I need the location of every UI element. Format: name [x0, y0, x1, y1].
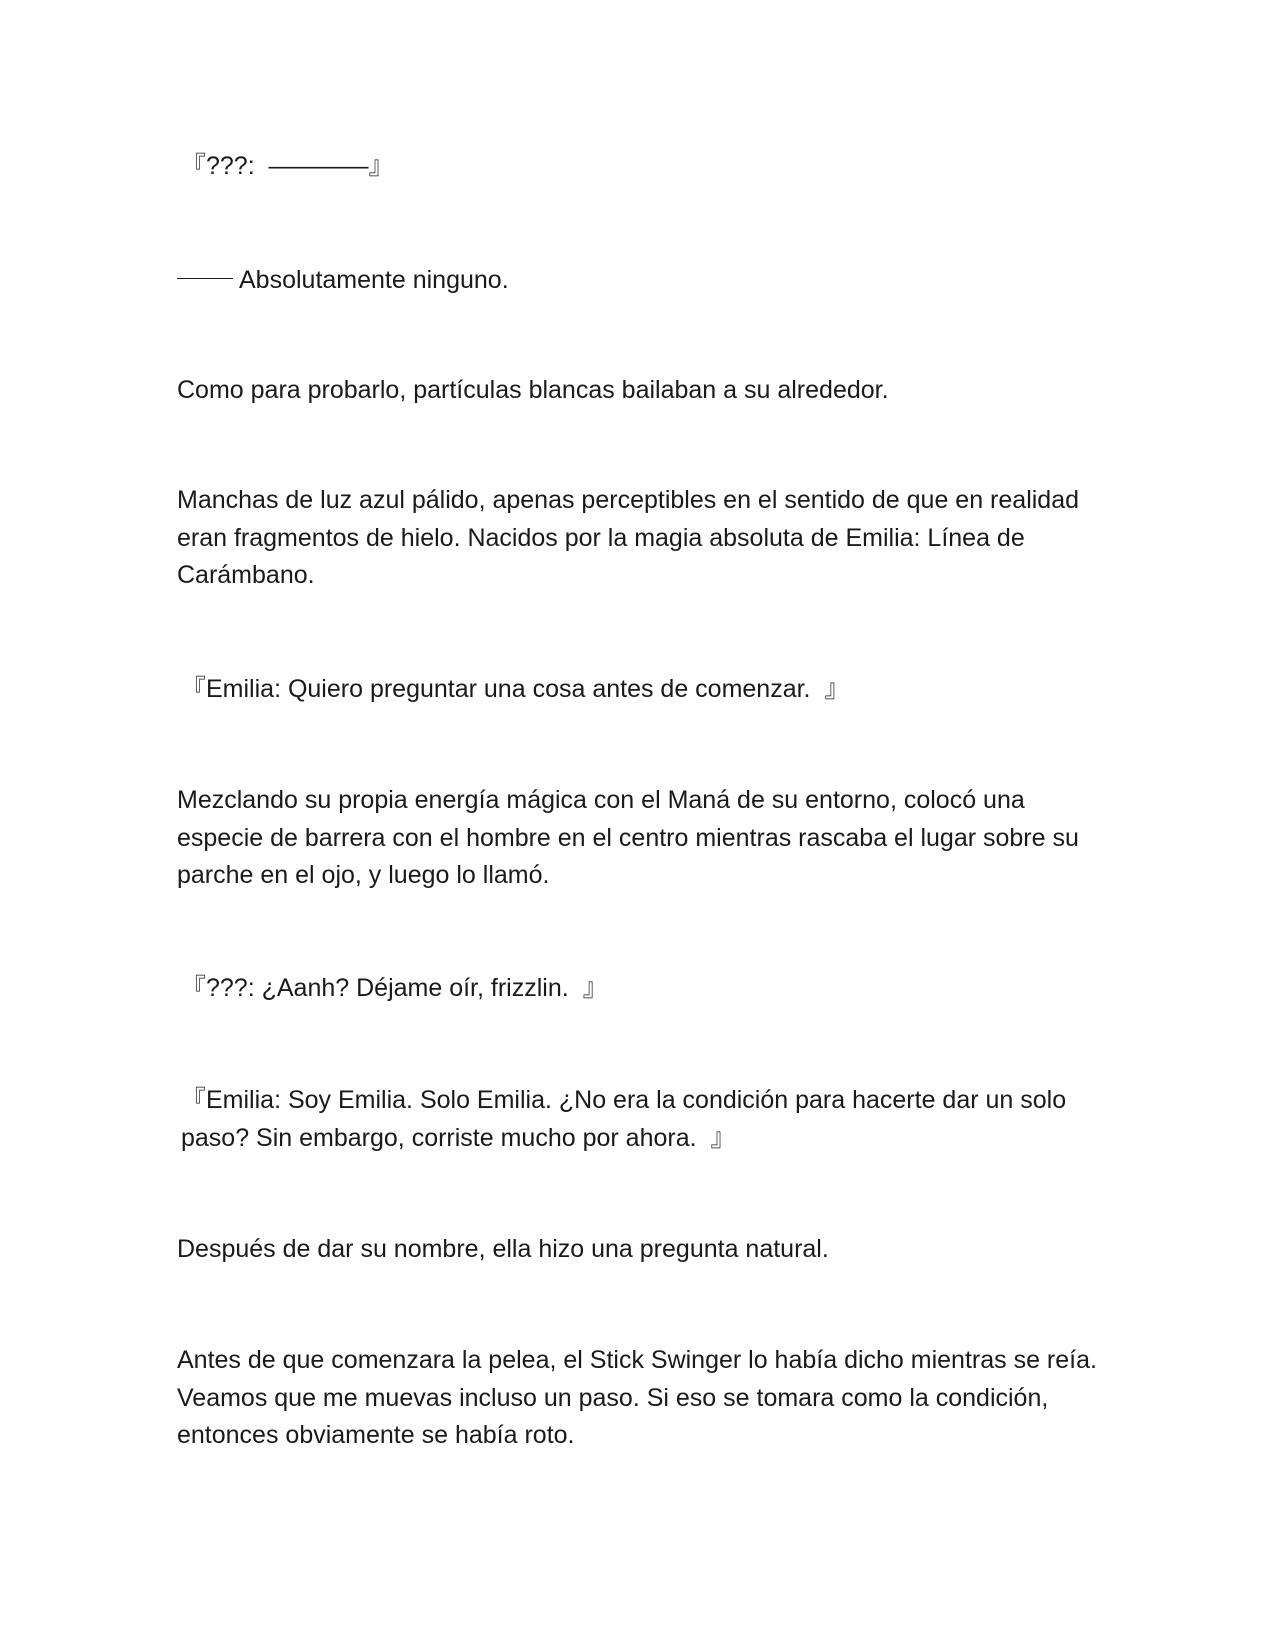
narration-paragraph: Como para probarlo, partículas blancas bailaban a su alrededor. — [177, 376, 889, 404]
narration-paragraph: Después de dar su nombre, ella hizo una pregunta natural. — [177, 1235, 829, 1263]
narration-paragraph — [177, 262, 1097, 300]
em-dash-rule — [177, 278, 233, 279]
narration-paragraph: Mezclando su propia energía mágica con el Maná de su entorno, colocó una especie de barrera con el hombre en el centro mientras rascaba el lugar sobre su parche en el ojo, y luego lo llamó. — [177, 786, 1086, 889]
narration-text: Absolutamente ninguno. — [239, 266, 509, 294]
dialogue-unknown-silence: 『???: ————』 — [181, 152, 394, 180]
dialogue-emilia: 『Emilia: Soy Emilia. Solo Emilia. ¿No era la condición para hacerte dar un solo paso? Sin embargo, corriste mucho por ahora. 』 — [181, 1086, 1074, 1152]
narration-paragraph: Antes de que comenzara la pelea, el Stick Swinger lo había dicho mientras se reía. Veamos que me muevas incluso un paso. Si eso se tomara como la condición, entonces obviamente se había roto. — [177, 1346, 1104, 1449]
dialogue-unknown: 『???: ¿Aanh? Déjame oír, frizzlin. 』 — [181, 974, 608, 1002]
dialogue-emilia: 『Emilia: Quiero preguntar una cosa antes de comenzar. 』 — [181, 675, 850, 703]
narration-paragraph: Manchas de luz azul pálido, apenas perceptibles en el sentido de que en realidad eran fragmentos de hielo. Nacidos por la magia absoluta de Emilia: Línea de Carámbano. — [177, 486, 1086, 589]
